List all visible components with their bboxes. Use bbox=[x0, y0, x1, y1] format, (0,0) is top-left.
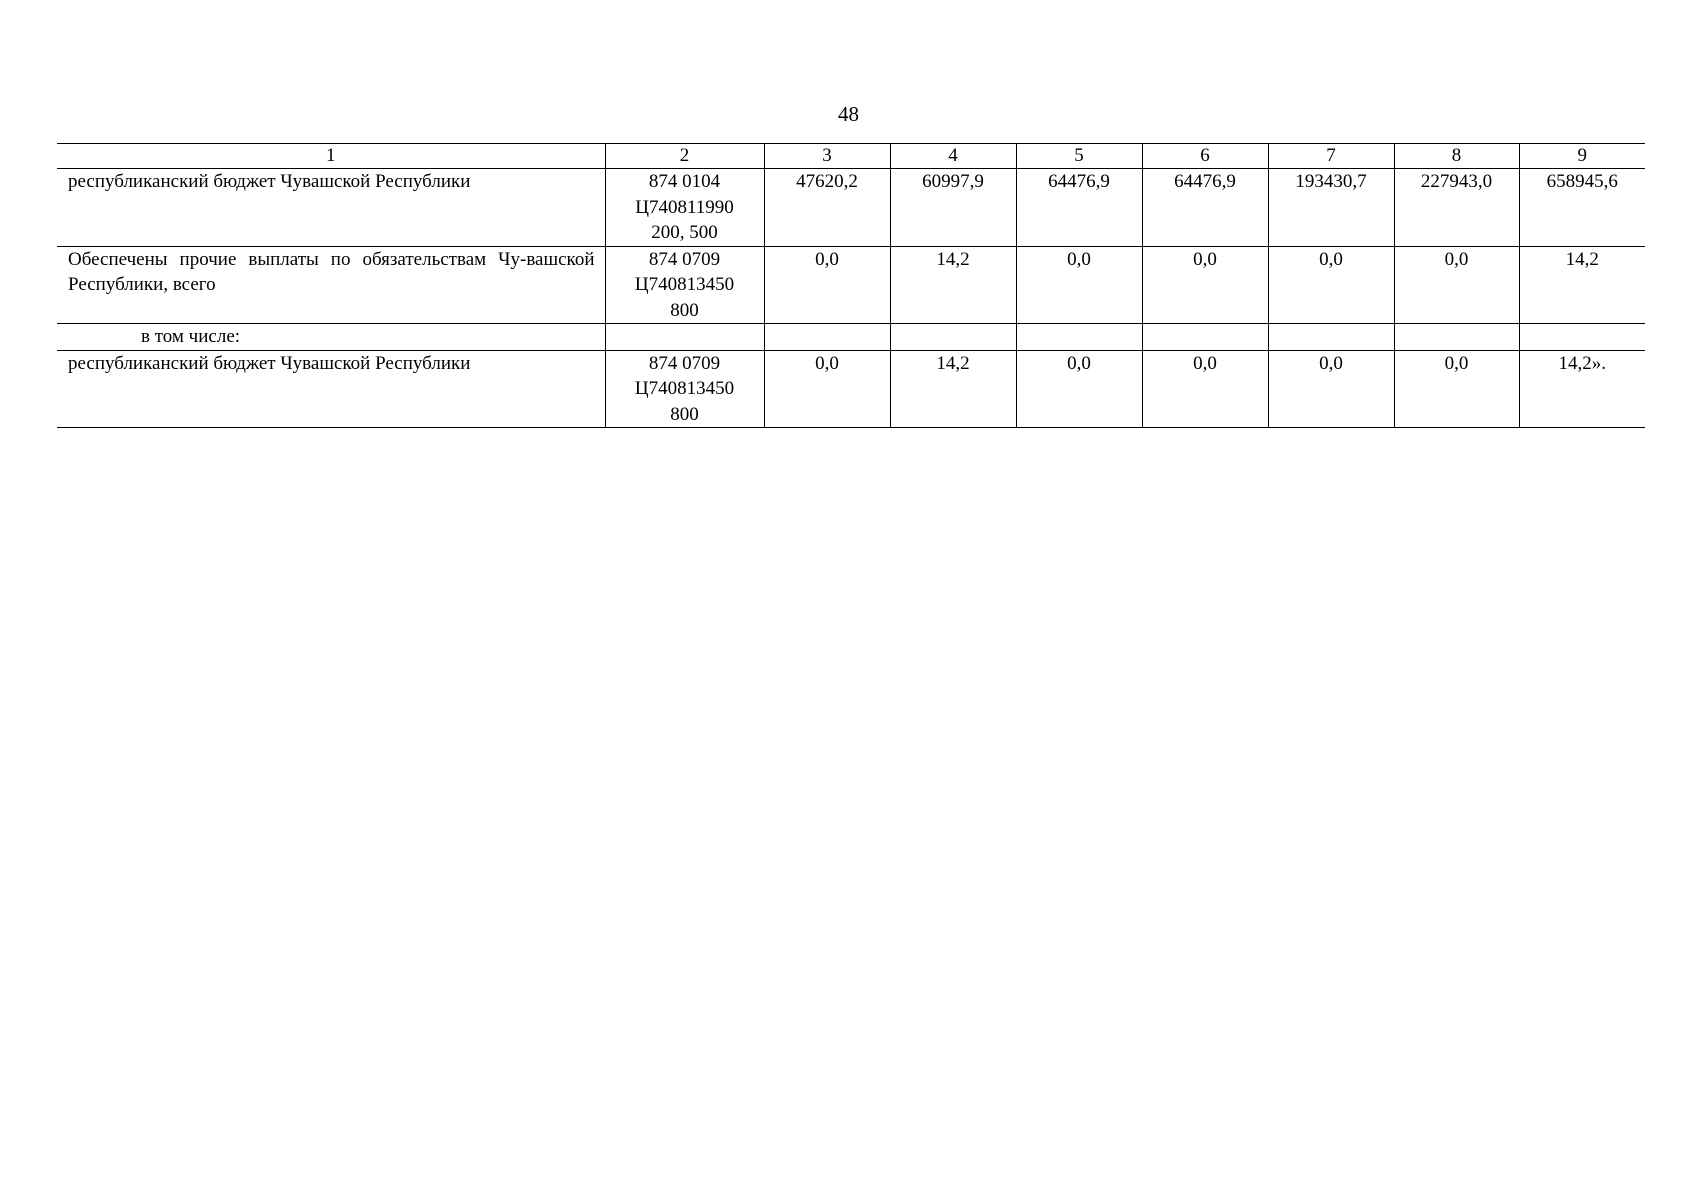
row-value bbox=[1519, 324, 1645, 351]
row-name: Обеспечены прочие выплаты по обязательствам Чу-вашской Республики, всего bbox=[57, 246, 605, 324]
row-value bbox=[764, 324, 890, 351]
row-value: 64476,9 bbox=[1016, 169, 1142, 247]
row-value: 0,0 bbox=[1016, 350, 1142, 428]
row-code: 874 0104 Ц740811990 200, 500 bbox=[605, 169, 764, 247]
row-value: 0,0 bbox=[1268, 246, 1394, 324]
table-row bbox=[57, 324, 1645, 351]
row-value: 0,0 bbox=[1394, 350, 1519, 428]
row-value bbox=[1394, 324, 1519, 351]
row-value: 193430,7 bbox=[1268, 169, 1394, 247]
row-name: республиканский бюджет Чувашской Республики bbox=[57, 169, 605, 247]
table-row bbox=[57, 350, 1645, 428]
row-value: 60997,9 bbox=[890, 169, 1016, 247]
table-row bbox=[57, 246, 1645, 324]
row-value: 47620,2 bbox=[764, 169, 890, 247]
row-value: 14,2 bbox=[1519, 246, 1645, 324]
column-header: 7 bbox=[1268, 144, 1394, 169]
column-header: 2 bbox=[605, 144, 764, 169]
row-name: республиканский бюджет Чувашской Республики bbox=[57, 350, 605, 428]
row-value: 14,2». bbox=[1519, 350, 1645, 428]
row-value bbox=[1016, 324, 1142, 351]
column-header: 6 bbox=[1142, 144, 1268, 169]
row-code bbox=[605, 324, 764, 351]
table-row bbox=[57, 169, 1645, 247]
row-value: 0,0 bbox=[1016, 246, 1142, 324]
row-name: в том числе: bbox=[57, 324, 605, 351]
row-code: 874 0709 Ц740813450 800 bbox=[605, 350, 764, 428]
row-value bbox=[890, 324, 1016, 351]
row-value: 227943,0 bbox=[1394, 169, 1519, 247]
column-header: 1 bbox=[57, 144, 605, 169]
column-header: 8 bbox=[1394, 144, 1519, 169]
row-value: 0,0 bbox=[764, 246, 890, 324]
row-value: 14,2 bbox=[890, 246, 1016, 324]
row-code: 874 0709 Ц740813450 800 bbox=[605, 246, 764, 324]
column-header: 3 bbox=[764, 144, 890, 169]
page-number: 48 bbox=[838, 102, 859, 126]
budget-table bbox=[57, 143, 1645, 428]
row-value: 0,0 bbox=[1268, 350, 1394, 428]
column-header: 5 bbox=[1016, 144, 1142, 169]
row-value: 0,0 bbox=[1142, 350, 1268, 428]
table-header-row bbox=[57, 144, 1645, 169]
row-value: 14,2 bbox=[890, 350, 1016, 428]
column-header: 4 bbox=[890, 144, 1016, 169]
row-value: 64476,9 bbox=[1142, 169, 1268, 247]
row-value: 658945,6 bbox=[1519, 169, 1645, 247]
row-value bbox=[1268, 324, 1394, 351]
column-header: 9 bbox=[1519, 144, 1645, 169]
row-value: 0,0 bbox=[1394, 246, 1519, 324]
row-value: 0,0 bbox=[764, 350, 890, 428]
row-value: 0,0 bbox=[1142, 246, 1268, 324]
row-value bbox=[1142, 324, 1268, 351]
